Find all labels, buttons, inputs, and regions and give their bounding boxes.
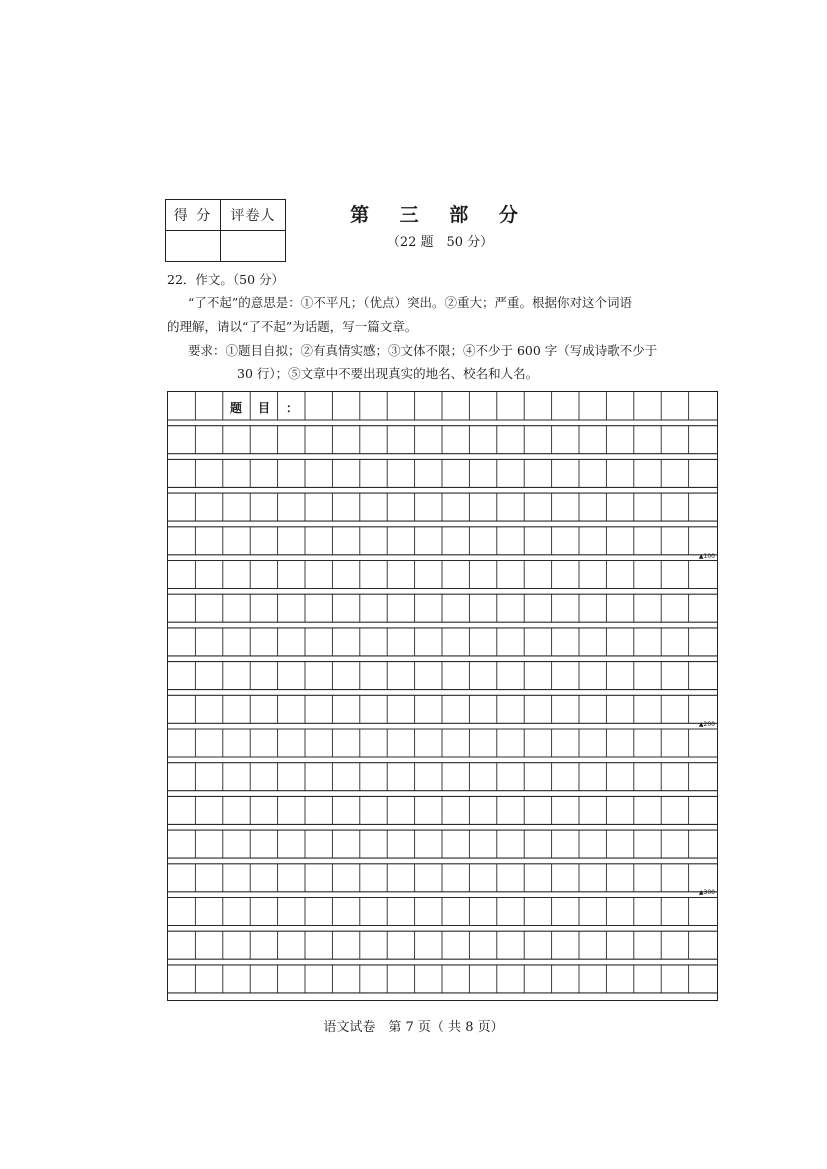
requirements-line2: 30 行）；⑤文章中不要出现真实的地名、校名和人名。 [237, 366, 539, 381]
question-heading: 22．作文。（50 分） [167, 272, 285, 287]
title-label-char2: 目 [258, 401, 271, 415]
word-count-marker-200: ▲200 [698, 721, 715, 728]
composition-grid[interactable] [167, 391, 718, 1001]
title-label-char1: 题 [230, 401, 243, 415]
page-footer: 语文试卷 第 7 页（ 共 8 页） [323, 1020, 504, 1035]
word-count-marker-100: ▲100 [698, 553, 715, 560]
part-subtitle: （22 题 50 分） [386, 235, 494, 250]
requirements-line1: 要求：①题目自拟；②有真情实感；③文体不限；④不少于 600 字（写成诗歌不少于 [188, 343, 658, 358]
title-label-colon: ： [286, 401, 299, 415]
score-table [165, 199, 286, 262]
part-title: 第 三 部 分 [350, 204, 530, 226]
score-table-row-line [166, 230, 285, 231]
word-count-marker-300: ▲300 [698, 889, 715, 896]
question-text-line2: 的理解，请以“了不起”为话题，写一篇文章。 [167, 319, 418, 334]
question-text-line1: “了不起”的意思是：①不平凡；（优点）突出。②重大；严重。根据你对这个词语 [188, 295, 633, 310]
grader-header: 评卷人 [230, 208, 276, 224]
grid-lines [168, 392, 718, 1001]
score-header: 得 分 [173, 208, 213, 224]
